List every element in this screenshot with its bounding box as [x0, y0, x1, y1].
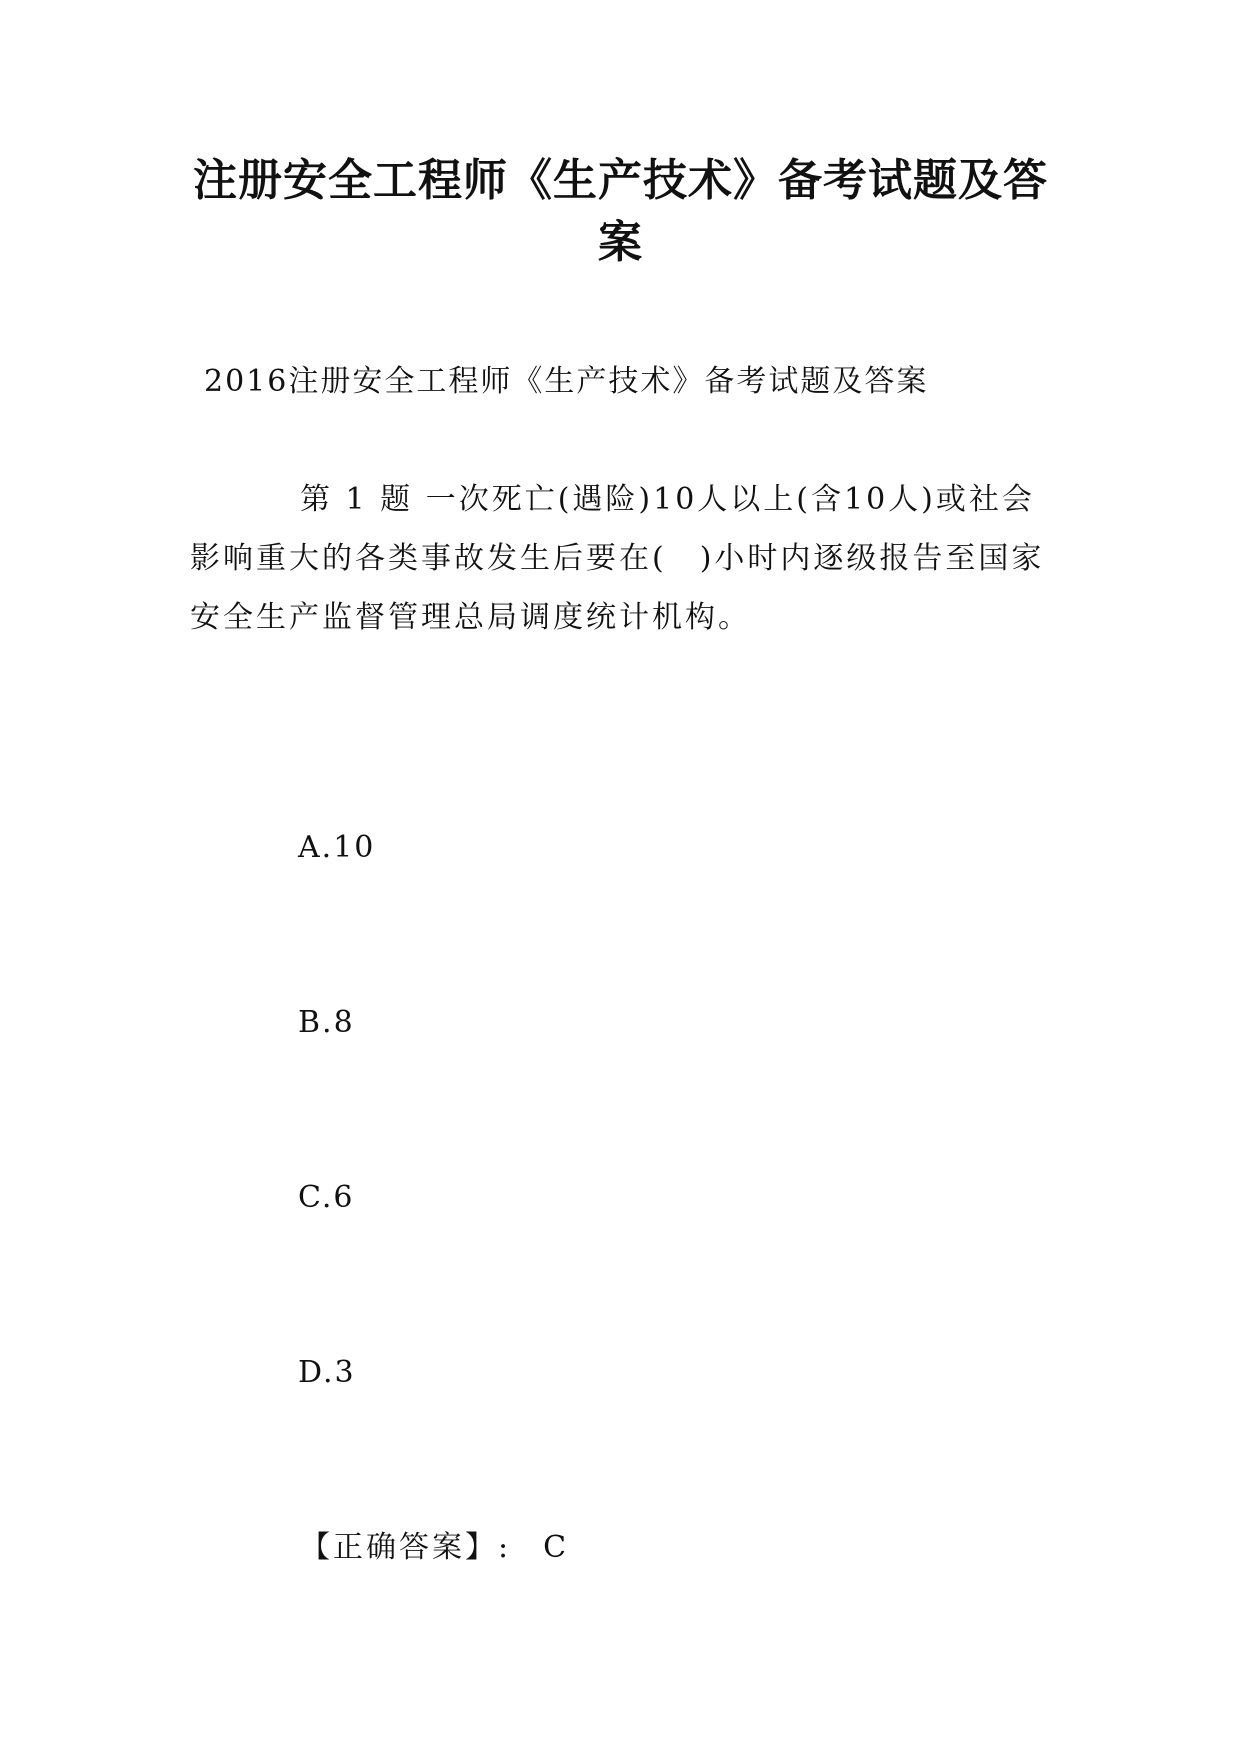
option-b: B.8 [298, 1005, 355, 1040]
correct-answer-value: C [543, 1530, 570, 1565]
document-subtitle: 2016注册安全工程师《生产技术》备考试题及答案 [204, 364, 929, 399]
page-title: 注册安全工程师《生产技术》备考试题及答案 [193, 155, 1048, 268]
correct-answer-label: 【正确答案】: [300, 1530, 512, 1565]
option-a: A.10 [298, 830, 376, 865]
question-text: 第 1 题 一次死亡(遇险)10人以上(含10人)或社会影响重大的各类事故发生后要在( )小时内逐级报告至国家安全生产监督管理总局调度统计机构。 [190, 482, 1045, 635]
correct-answer [300, 1528, 569, 1568]
option-d: D.3 [298, 1355, 356, 1390]
option-c: C.6 [298, 1180, 355, 1215]
